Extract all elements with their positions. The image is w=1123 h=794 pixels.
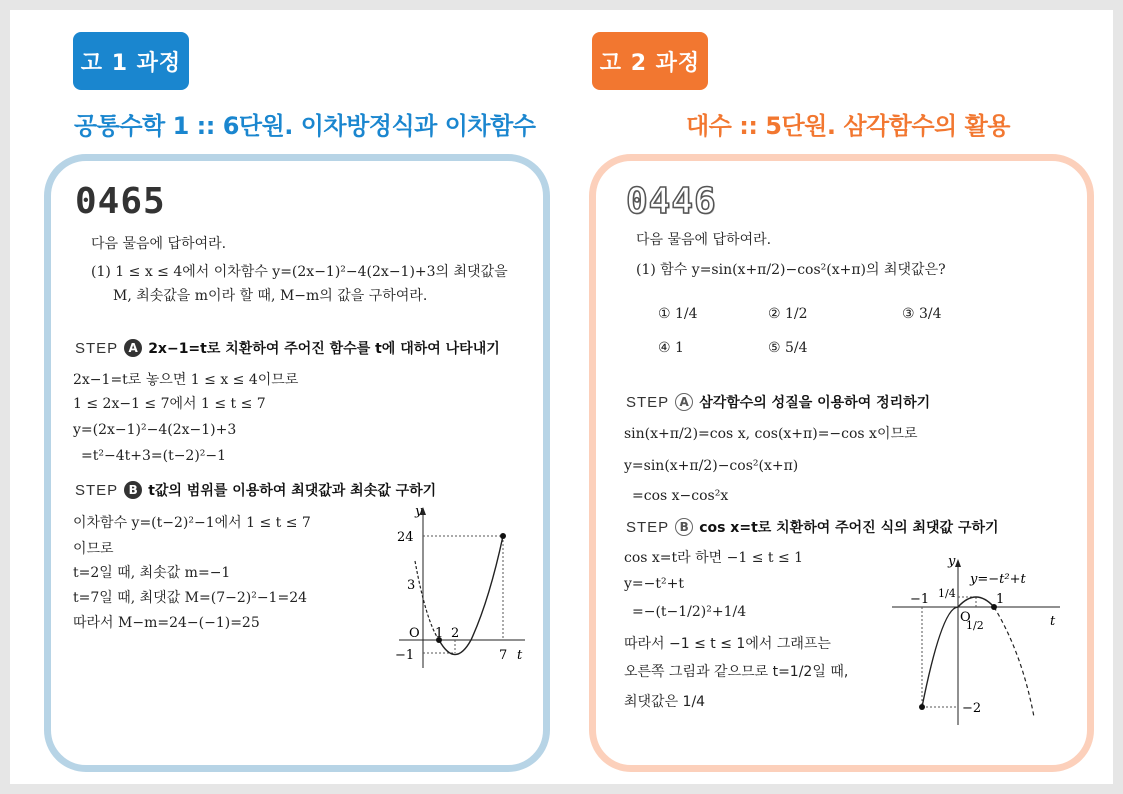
parabola-solid (439, 536, 503, 655)
step-a-line: =cos x−cos²x (632, 488, 729, 504)
step-b-line: 따라서 −1 ≤ t ≤ 1에서 그래프는 (624, 636, 831, 652)
tick-label-24: 24 (397, 530, 414, 545)
step-b-left (75, 480, 436, 500)
step-a-line: y=sin(x+π/2)−cos²(x+π) (624, 458, 799, 474)
problem-card-left (44, 154, 550, 772)
course-title-left: 공통수학 1 :: 6단원. 이차방정식과 이차함수 (74, 112, 536, 140)
tick-label-1: 1 (996, 592, 1005, 607)
step-a-line: sin(x+π/2)=cos x, cos(x+π)=−cos x이므로 (624, 426, 918, 442)
step-a-line: =t²−4t+3=(t−2)²−1 (81, 448, 227, 464)
question-right: (1) 함수 y=sin(x+π/2)−cos²(x+π)의 최댓값은? (636, 262, 946, 278)
course-title-right: 대수 :: 5단원. 삼각함수의 활용 (686, 112, 1010, 140)
t-axis-label: t (1050, 614, 1056, 629)
step-b-line: 오른쪽 그림과 같으므로 t=1/2일 때, (624, 664, 849, 680)
question-line1-left: (1) 1 ≤ x ≤ 4에서 이차함수 y=(2x−1)²−4(2x−1)+3의 최댓값을 (91, 264, 508, 280)
tick-label-quarter: 1/4 (938, 587, 956, 600)
step-b-line: cos x=t라 하면 −1 ≤ t ≤ 1 (624, 550, 804, 566)
step-b-line: 따라서 M−m=24−(−1)=25 (73, 615, 260, 631)
step-a-text: 삼각함수의 성질을 이용하여 정리하기 (699, 395, 931, 411)
step-b-right (626, 517, 999, 537)
step-a-line: 2x−1=t로 놓으면 1 ≤ x ≤ 4이므로 (73, 372, 299, 388)
step-a-text: 2x−1=t로 치환하여 주어진 함수를 t에 대하여 나타내기 (148, 341, 500, 357)
step-a-left (75, 338, 500, 358)
step-b-line: t=7일 때, 최댓값 M=(7−2)²−1=24 (73, 590, 308, 606)
instruction-right: 다음 물음에 답하여라. (636, 232, 772, 248)
choice-2: ② 1/2 (768, 306, 808, 322)
tick-label-2: 2 (451, 626, 460, 641)
step-b-line: =−(t−1/2)²+1/4 (632, 604, 747, 620)
step-b-label: STEP (626, 518, 670, 536)
y-axis-arrow (955, 559, 961, 567)
problem-number-left: 0465 (75, 181, 166, 222)
y-axis-label: y (415, 504, 423, 519)
step-b-mark: B (124, 481, 142, 499)
step-a-label: STEP (75, 339, 119, 357)
y-axis-label: y (948, 554, 956, 569)
step-b-mark: B (675, 518, 693, 536)
t-axis-label: t (517, 648, 523, 663)
parabola-dashed (994, 607, 1034, 717)
problem-card-right (589, 154, 1094, 772)
step-b-text: t값의 범위를 이용하여 최댓값과 최솟값 구하기 (148, 483, 437, 499)
step-b-line: y=−t²+t (624, 576, 684, 592)
choice-4: ④ 1 (658, 340, 684, 356)
tick-label-7: 7 (499, 648, 508, 663)
origin-label: O (960, 610, 971, 625)
question-line2-left: M, 최솟값을 m이라 할 때, M−m의 값을 구하여라. (113, 288, 428, 304)
step-a-line: y=(2x−1)²−4(2x−1)+3 (73, 422, 237, 438)
choice-3: ③ 3/4 (902, 306, 942, 322)
step-b-line: 이므로 (73, 541, 114, 557)
parabola-graph-left (389, 503, 529, 671)
tick-label-minus1: −1 (395, 648, 415, 663)
tick-label-minus2: −2 (962, 701, 982, 716)
choice-1: ① 1/4 (658, 306, 698, 322)
step-a-mark: A (675, 393, 693, 411)
page-sheet (10, 10, 1113, 784)
grade-badge-right: 고 2 과정 (592, 32, 708, 90)
point-tm1 (919, 704, 925, 710)
parabola-graph-right (886, 553, 1066, 733)
problem-number-right: 0446 (626, 181, 717, 222)
step-b-label: STEP (75, 481, 119, 499)
step-a-line: 1 ≤ 2x−1 ≤ 7에서 1 ≤ t ≤ 7 (73, 396, 266, 412)
tick-label-1: 1 (435, 626, 444, 641)
curve-label: y=−t²+t (970, 572, 1026, 587)
step-a-mark: A (124, 339, 142, 357)
grade-badge-left: 고 1 과정 (73, 32, 189, 90)
origin-label: O (409, 626, 420, 641)
point-t7 (500, 533, 506, 539)
tick-label-minus1: −1 (910, 592, 930, 607)
choice-5: ⑤ 5/4 (768, 340, 808, 356)
tick-label-half: 1/2 (966, 619, 984, 632)
step-b-line: 이차함수 y=(t−2)²−1에서 1 ≤ t ≤ 7 (73, 515, 311, 531)
step-a-right (626, 392, 930, 412)
step-b-line: t=2일 때, 최솟값 m=−1 (73, 565, 231, 581)
tick-label-3: 3 (407, 578, 416, 593)
step-b-line: 최댓값은 1/4 (624, 694, 706, 710)
step-a-label: STEP (626, 393, 670, 411)
step-b-text: cos x=t로 치환하여 주어진 식의 최댓값 구하기 (699, 520, 999, 536)
instruction-left: 다음 물음에 답하여라. (91, 236, 227, 252)
